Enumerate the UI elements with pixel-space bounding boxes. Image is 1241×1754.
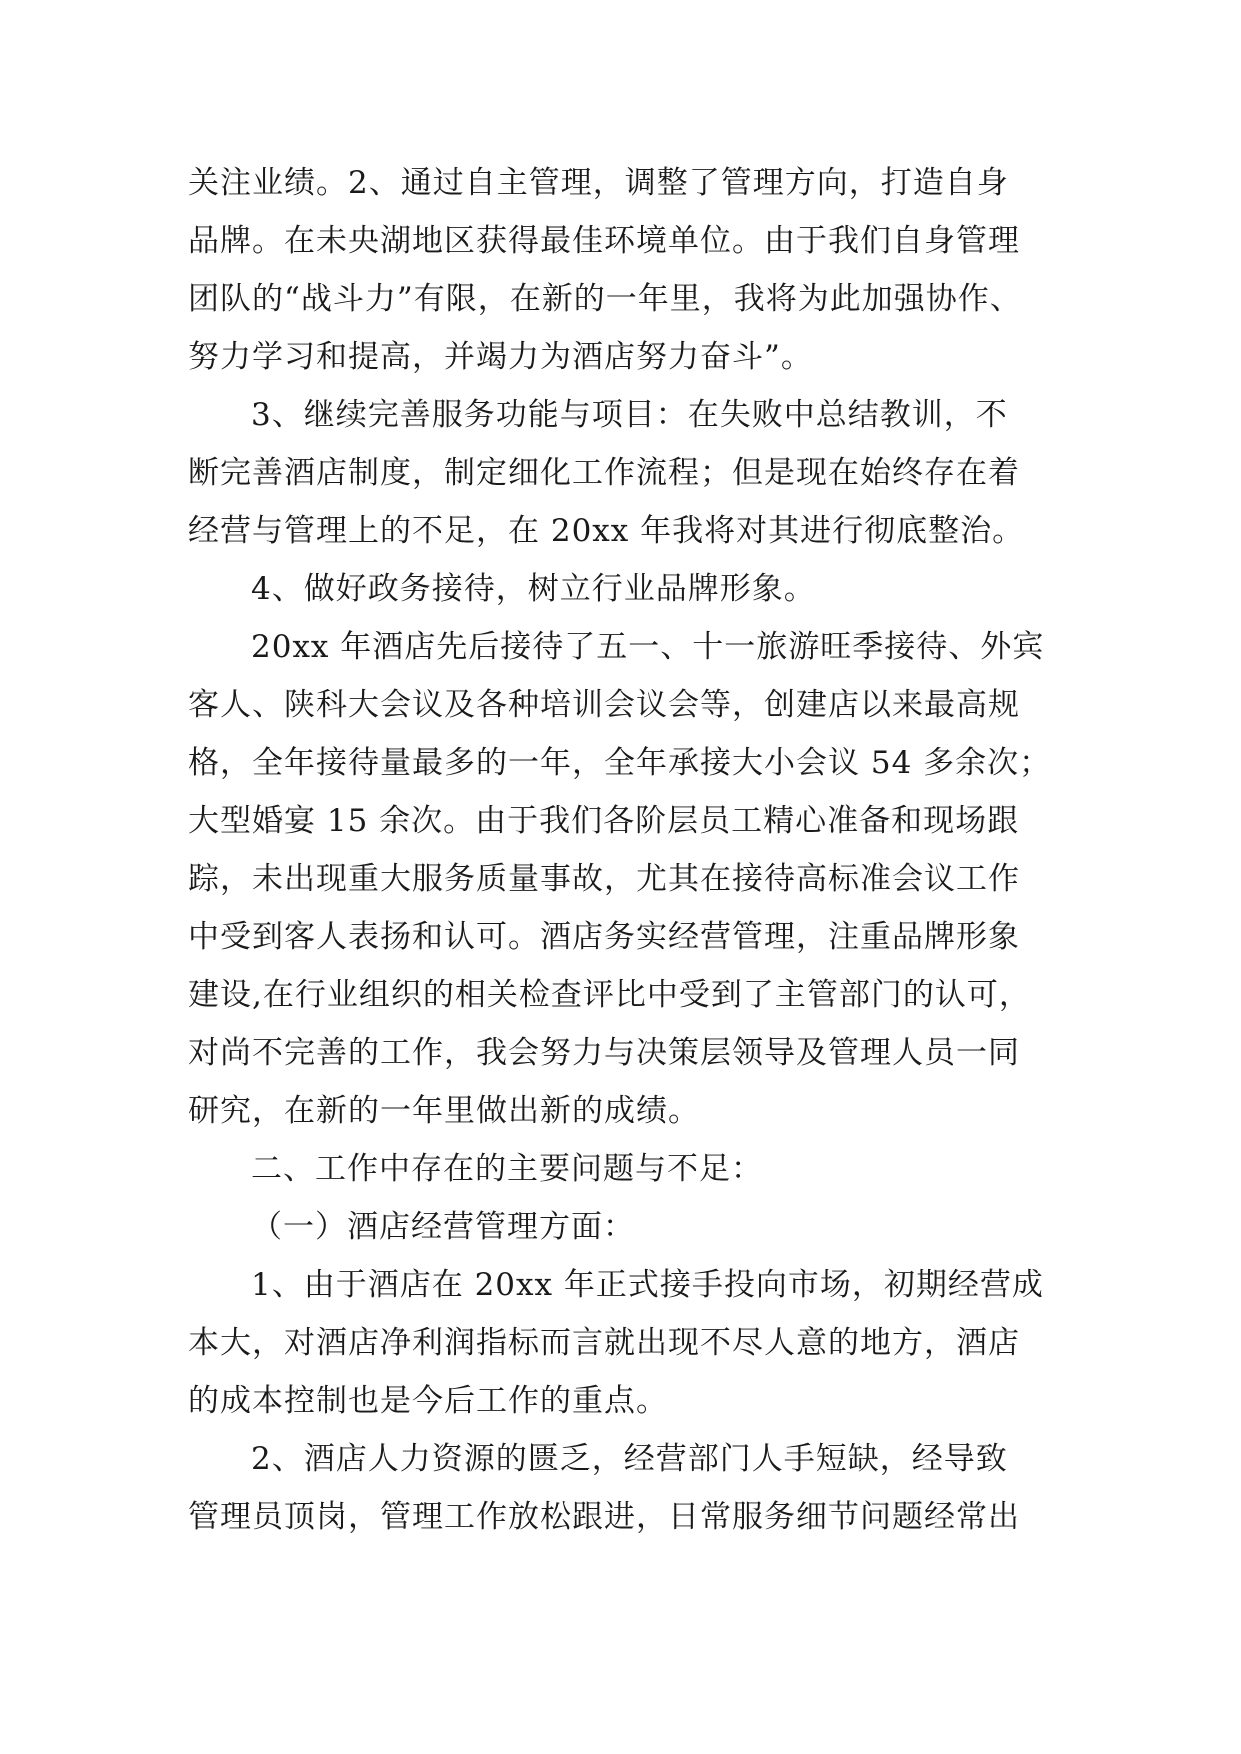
text-line: 踪，未出现重大服务质量事故，尤其在接待高标准会议工作 — [188, 861, 1020, 897]
text-line: 4、做好政务接待，树立行业品牌形象。 — [251, 571, 816, 607]
document-body — [188, 154, 1058, 1546]
subsection-heading: （一）酒店经营管理方面： — [251, 1209, 635, 1245]
text-line: 客人、陕科大会议及各种培训会议会等，创建店以来最高规 — [188, 687, 1020, 723]
text-line: 品牌。在未央湖地区获得最佳环境单位。由于我们自身管理 — [188, 223, 1020, 259]
text-line: 管理员顶岗，管理工作放松跟进，日常服务细节问题经常出 — [188, 1499, 1020, 1535]
text-line: 1、由于酒店在 20xx 年正式接手投向市场，初期经营成 — [251, 1267, 1044, 1303]
text-line: 断完善酒店制度，制定细化工作流程；但是现在始终存在着 — [188, 455, 1020, 491]
text-line: 20xx 年酒店先后接待了五一、十一旅游旺季接待、外宾 — [251, 629, 1045, 665]
text-line: 中受到客人表扬和认可。酒店务实经营管理，注重品牌形象 — [188, 919, 1020, 955]
text-line: 3、继续完善服务功能与项目：在失败中总结教训，不 — [251, 397, 1008, 433]
text-line: 2、酒店人力资源的匮乏，经营部门人手短缺，经导致 — [251, 1441, 1008, 1477]
text-line: 团队的“战斗力”有限，在新的一年里，我将为此加强协作、 — [188, 281, 1022, 317]
text-line: 大型婚宴 15 余次。由于我们各阶层员工精心准备和现场跟 — [188, 803, 1020, 839]
text-line: 格，全年接待量最多的一年，全年承接大小会议 54 多余次； — [188, 745, 1052, 781]
text-line: 建设,在行业组织的相关检查评比中受到了主管部门的认可， — [188, 977, 1031, 1013]
section-heading: 二、工作中存在的主要问题与不足： — [251, 1151, 763, 1187]
text-line: 关注业绩。2、通过自主管理，调整了管理方向，打造自身 — [188, 165, 1009, 201]
text-line: 研究，在新的一年里做出新的成绩。 — [188, 1093, 700, 1129]
text-line: 经营与管理上的不足，在 20xx 年我将对其进行彻底整治。 — [188, 513, 1025, 549]
text-line: 本大，对酒店净利润指标而言就出现不尽人意的地方，酒店 — [188, 1325, 1020, 1361]
text-line: 对尚不完善的工作，我会努力与决策层领导及管理人员一同 — [188, 1035, 1020, 1071]
text-line: 努力学习和提高，并竭力为酒店努力奋斗”。 — [188, 339, 813, 375]
text-line: 的成本控制也是今后工作的重点。 — [188, 1383, 668, 1419]
